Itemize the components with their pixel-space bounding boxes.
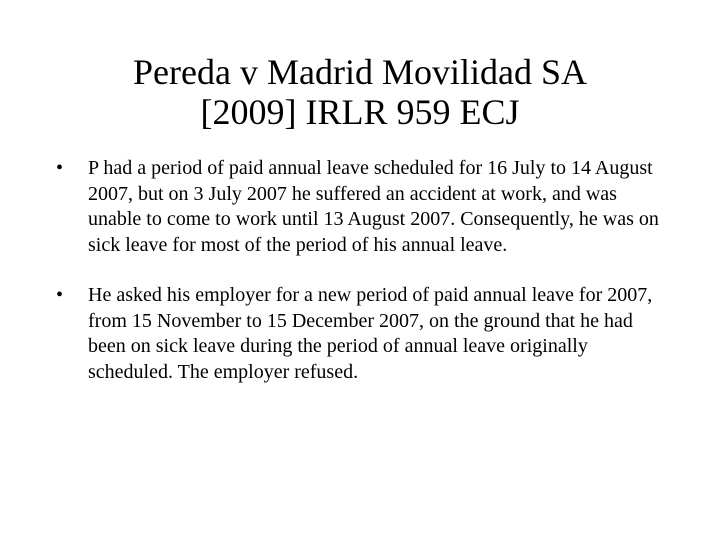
- slide-title: [36, 52, 684, 132]
- bullet-list: [56, 156, 666, 410]
- bullet-text: He asked his employer for a new period of paid annual leave for 2007, from 15 November to 15 December 2007, on the ground that he had been on sick leave during the period of annual leave originally scheduled. The employer refused.: [88, 284, 653, 383]
- bullet-item: [56, 283, 666, 385]
- bullet-icon: •: [56, 284, 64, 306]
- bullet-item: [56, 156, 666, 258]
- bullet-text: P had a period of paid annual leave scheduled for 16 July to 14 August 2007, but on 3 July 2007 he suffered an accident at work, and was unable to come to work until 13 August 2007. Consequently, he was on sick leave for most of the period of his annual leave.: [88, 157, 659, 256]
- bullet-icon: •: [56, 157, 64, 179]
- title-line: [2009] IRLR 959 ECJ: [200, 92, 520, 132]
- title-line: Pereda v Madrid Movilidad SA: [133, 52, 587, 92]
